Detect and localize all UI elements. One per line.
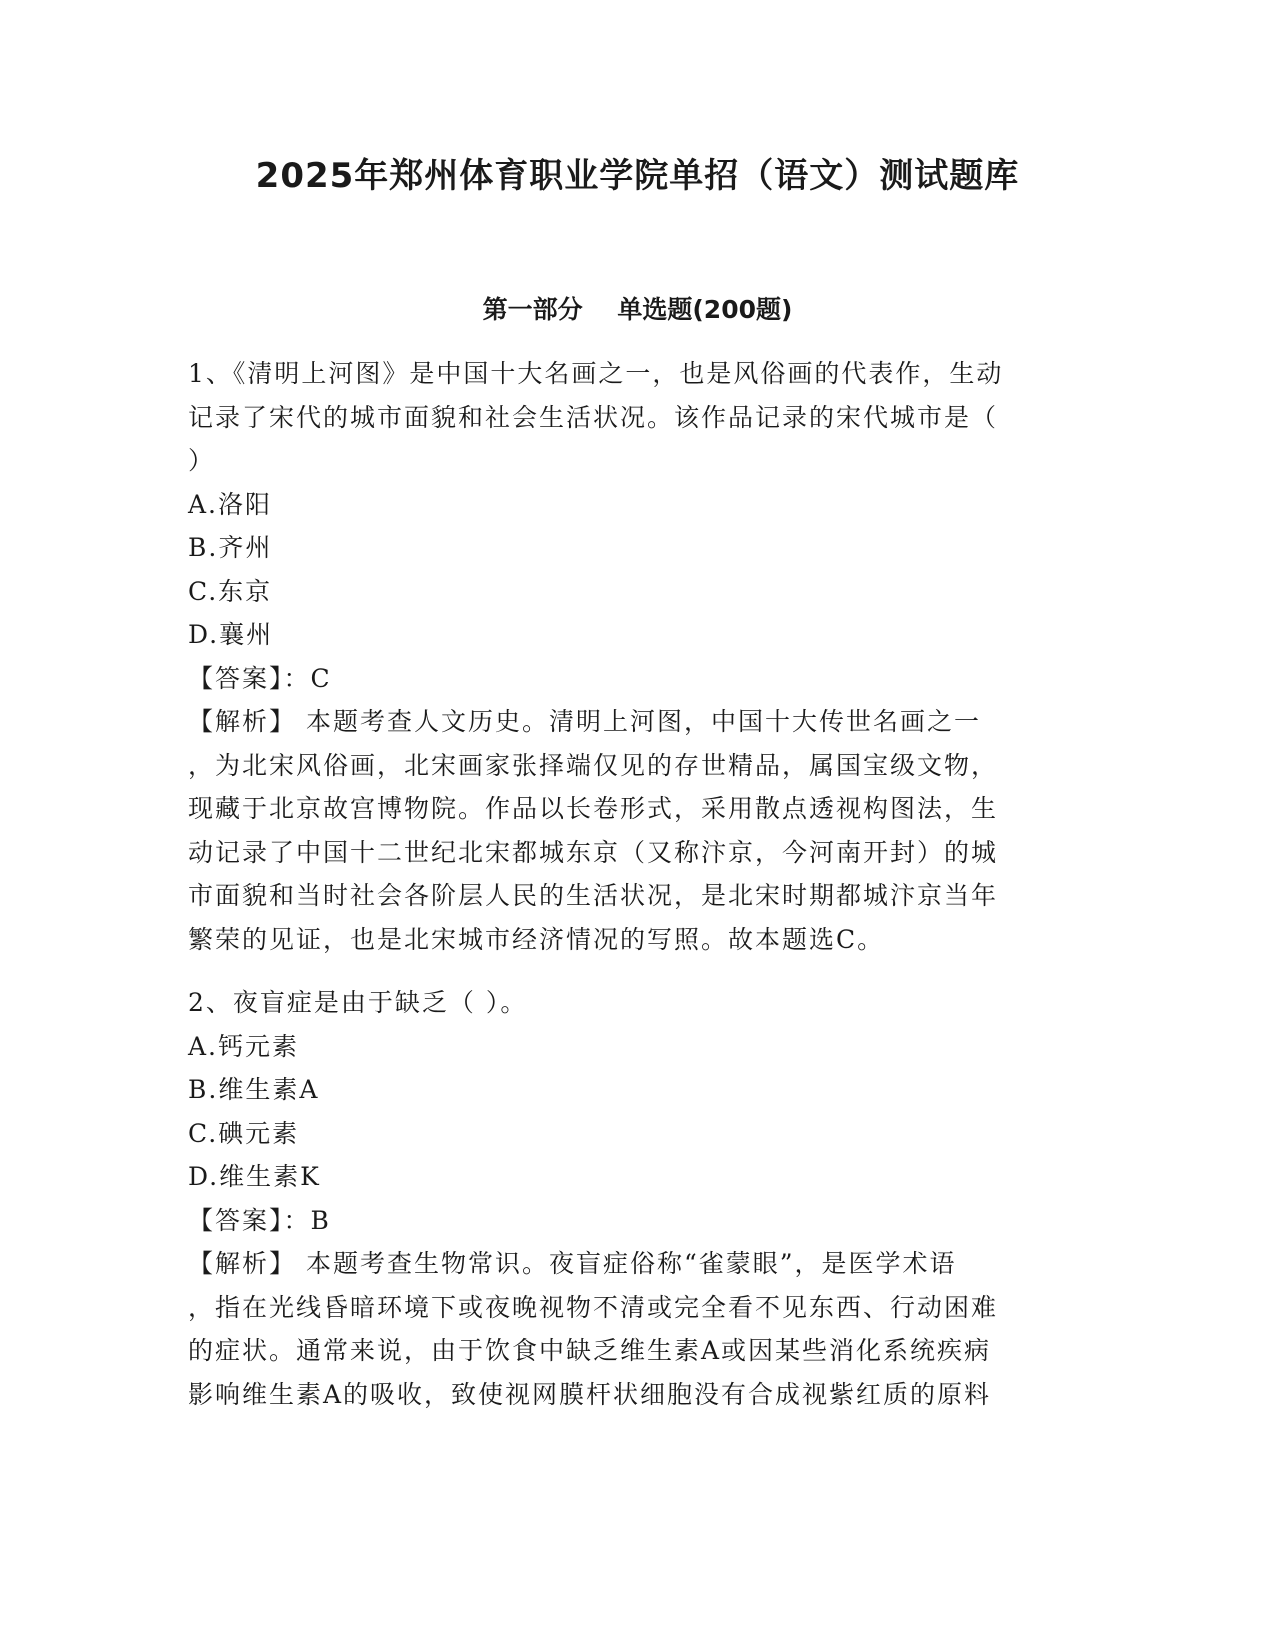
document-title: 2025年郑州体育职业学院单招（语文）测试题库 <box>255 156 1020 196</box>
question-stem-line: 记录了宋代的城市面貌和社会生活状况。该作品记录的宋代城市是（ <box>188 402 999 432</box>
analysis-line: 繁荣的见证，也是北宋城市经济情况的写照。故本题选C。 <box>188 924 885 954</box>
analysis-line: 【解析】 本题考查生物常识。夜盲症俗称“雀蒙眼”，是医学术语 <box>188 1249 957 1278</box>
option-c: C.东京 <box>188 576 273 606</box>
analysis-line: ，为北宋风俗画，北宋画家张择端仅见的存世精品，属国宝级文物， <box>188 750 999 780</box>
analysis-line: ，指在光线昏暗环境下或夜晚视物不清或完全看不见东西、行动困难 <box>188 1292 999 1322</box>
analysis-line: 现藏于北京故宫博物院。作品以长卷形式，采用散点透视构图法，生 <box>188 794 999 823</box>
option-c: C.碘元素 <box>188 1118 300 1148</box>
question-stem-line: 1、《清明上河图》是中国十大名画之一，也是风俗画的代表作，生动 <box>188 359 1004 388</box>
analysis-line: 影响维生素A的吸收，致使视网膜杆状细胞没有合成视紫红质的原料 <box>188 1379 992 1409</box>
option-d: D.维生素K <box>188 1162 321 1191</box>
question-stem-line: 2、夜盲症是由于缺乏（ ）。 <box>188 988 528 1017</box>
option-a: A.钙元素 <box>188 1031 300 1061</box>
option-d: D.襄州 <box>188 620 274 649</box>
option-b: B.齐州 <box>188 533 273 562</box>
question-stem-line: ） <box>188 446 216 475</box>
question-list <box>188 352 1088 1416</box>
analysis-line: 【解析】 本题考查人文历史。清明上河图，中国十大传世名画之一 <box>188 707 981 736</box>
analysis-line: 的症状。通常来说，由于饮食中缺乏维生素A或因某些消化系统疾病 <box>188 1336 992 1365</box>
option-b: B.维生素A <box>188 1075 320 1104</box>
section-title: 第一部分 单选题(200题) <box>482 295 793 324</box>
analysis-line: 动记录了中国十二世纪北宋都城东京（又称汴京，今河南开封）的城 <box>188 837 999 867</box>
answer-line: 【答案】：C <box>188 663 332 693</box>
analysis-line: 市面貌和当时社会各阶层人民的生活状况，是北宋时期都城汴京当年 <box>188 881 999 910</box>
option-a: A.洛阳 <box>188 489 273 519</box>
question-1 <box>188 352 1088 961</box>
question-2 <box>188 981 1088 1416</box>
answer-line: 【答案】：B <box>188 1205 331 1235</box>
question-spacer <box>188 961 1088 981</box>
